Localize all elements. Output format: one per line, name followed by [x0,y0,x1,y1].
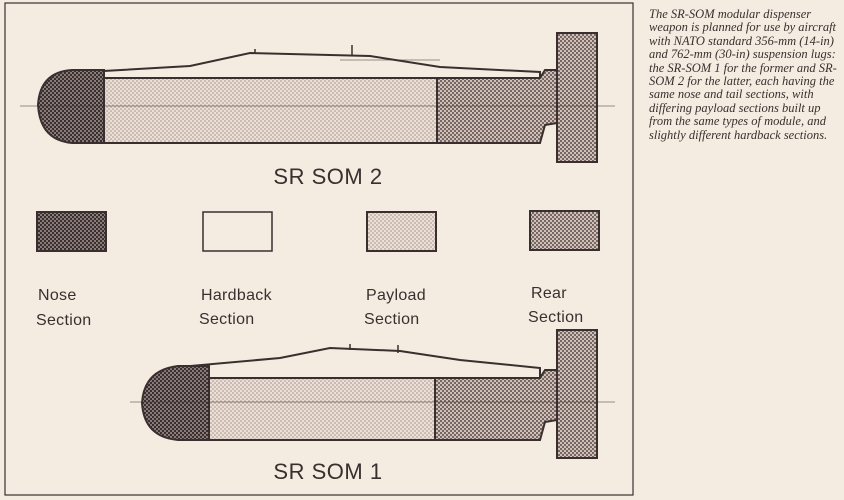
tail-fin [557,330,597,458]
bottom-missile-label: SR SOM 1 [273,459,383,484]
hardback-section [190,348,540,378]
top-missile-label: SR SOM 2 [273,164,383,189]
missile-sr-som-1 [130,330,615,458]
legend-label-rear-line2: Section [528,309,584,326]
legend-label-hardback-line1: Hardback [201,287,272,304]
missile-sr-som-2 [20,33,615,162]
legend-label-rear-line1: Rear [531,285,567,302]
nose-section [38,70,104,143]
legend-swatch-hardback [203,212,272,251]
legend-swatch-rear [530,211,599,250]
legend-swatch-nose [37,212,106,251]
figure-caption: The SR-SOM modular dispenser weapon is planned for use by aircraft with NATO standard 356-mm (14-in) and 762-mm (30-in) suspension lugs: the SR-SOM 1 for the former and SR-SOM 2 for the latter, each having the same nose and tail sections, with differing payload sections built up from the same types of module, and slightly different hardback sections. [649,7,837,142]
payload-section [209,378,435,440]
legend [36,211,599,329]
legend-label-nose-line1: Nose [38,287,77,304]
legend-label-hardback-line2: Section [199,311,255,328]
legend-swatch-payload [367,212,436,251]
legend-label-nose-line2: Section [36,312,92,329]
rear-section [435,370,557,440]
legend-label-payload-line1: Payload [366,287,426,304]
legend-label-payload-line2: Section [364,311,420,328]
rear-section [437,70,557,143]
hardback-section [86,53,540,78]
nose-section [142,366,209,440]
payload-section [104,78,437,143]
tail-fin [557,33,597,162]
